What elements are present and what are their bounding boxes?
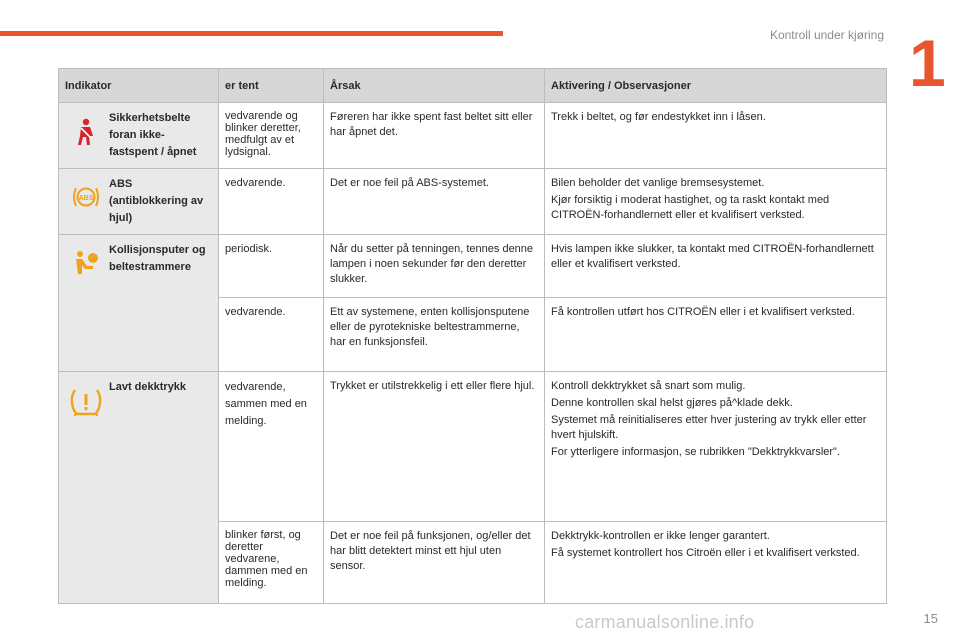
cause-cell: Når du setter på tenningen, tennes denne lampen i noen sekunder før den deretter slukker. [324, 235, 545, 298]
lit-cell: vedvarende og blinker deretter, medfulgt av et lydsignal. [219, 103, 324, 169]
cause-cell: Det er noe feil på ABS-systemet. [324, 169, 545, 235]
watermark: carmanualsonline.info [575, 612, 755, 632]
table-header-row [59, 69, 887, 103]
action-text: Dekktrykk-kontrollen er ikke lenger garantert. [551, 530, 770, 542]
column-header-action: Aktivering / Observasjoner [545, 69, 887, 103]
action-cell [545, 372, 887, 522]
lit-cell: vedvarende. [219, 169, 324, 235]
seatbelt-warning-icon [63, 110, 109, 161]
lit-cell: vedvarende. [219, 298, 324, 372]
table-row [59, 235, 887, 298]
indicator-cell [59, 235, 219, 372]
warning-lights-table [58, 68, 887, 604]
lit-cell: blinker først, og deretter vedvarene, dammen med en melding. [219, 522, 324, 604]
cause-cell: Det er noe feil på funksjonen, og/eller det har blitt detektert minst ett hjul uten sensor. [324, 522, 545, 604]
action-text: Hvis lampen ikke slukker, ta kontakt med CITROËN-forhandlernett eller et kvalifisert verksted. [551, 243, 874, 270]
action-cell [545, 235, 887, 298]
table-row [59, 169, 887, 235]
cause-cell: Føreren har ikke spent fast beltet sitt eller har åpnet det. [324, 103, 545, 169]
action-text: Kjør forsiktig i moderat hastighet, og ta raskt kontakt med CITROËN-forhandlernett eller et kvalifisert verksted. [551, 194, 830, 221]
cause-cell: Trykket er utilstrekkelig i ett eller flere hjul. [324, 372, 545, 522]
action-cell [545, 103, 887, 169]
lit-cell: vedvarende, sammen med en melding. [219, 372, 324, 522]
tyre-pressure-warning-icon [63, 379, 109, 417]
action-text: Denne kontrollen skal helst gjøres på^klade dekk. [551, 397, 793, 409]
indicator-cell [59, 372, 219, 604]
indicator-cell [59, 103, 219, 169]
column-header-lit: er tent [219, 69, 324, 103]
indicator-name: ABS (antiblokkering av hjul) [109, 178, 204, 224]
section-title: Kontroll under kjøring [769, 28, 884, 42]
indicator-cell [59, 169, 219, 235]
action-cell [545, 169, 887, 235]
action-cell [545, 298, 887, 372]
action-cell [545, 522, 887, 604]
lit-cell: periodisk. [219, 235, 324, 298]
table-row [59, 372, 887, 522]
accent-bar [0, 31, 503, 36]
action-text: For ytterligere informasjon, se rubrikken "Dekktrykkvarsler". [551, 446, 841, 458]
table-row [59, 103, 887, 169]
action-text: Få systemet kontrollert hos Citroën eller i et kvalifisert verksted. [551, 547, 860, 559]
action-text: Få kontrollen utført hos CITROËN eller i et kvalifisert verksted. [551, 306, 855, 318]
cause-cell: Ett av systemene, enten kollisjonsputene eller de pyrotekniske beltestrammerne, har en funksjonsfeil. [324, 298, 545, 372]
indicator-name: Lavt dekktrykk [109, 381, 187, 393]
column-header-indicator: Indikator [59, 69, 219, 103]
action-text: Bilen beholder det vanlige bremsesystemet. [551, 177, 765, 189]
action-text: Kontroll dekktrykket så snart som mulig. [551, 380, 746, 392]
page-number: 15 [923, 611, 938, 626]
indicator-name: Sikkerhetsbelte foran ikke-fastspent / åpnet [109, 112, 197, 158]
action-text: Systemet må reinitialiseres etter hver justering av trykk eller etter hvert hjulskift. [551, 414, 867, 441]
action-text: Trekk i beltet, og før endestykket inn i låsen. [551, 111, 766, 123]
column-header-cause: Årsak [324, 69, 545, 103]
airbag-warning-icon [63, 242, 109, 276]
svg-text:ABS: ABS [78, 195, 94, 202]
abs-warning-icon [63, 176, 109, 227]
indicator-name: Kollisjonsputer og beltestrammere [109, 244, 206, 273]
chapter-number: 1 [909, 26, 946, 100]
